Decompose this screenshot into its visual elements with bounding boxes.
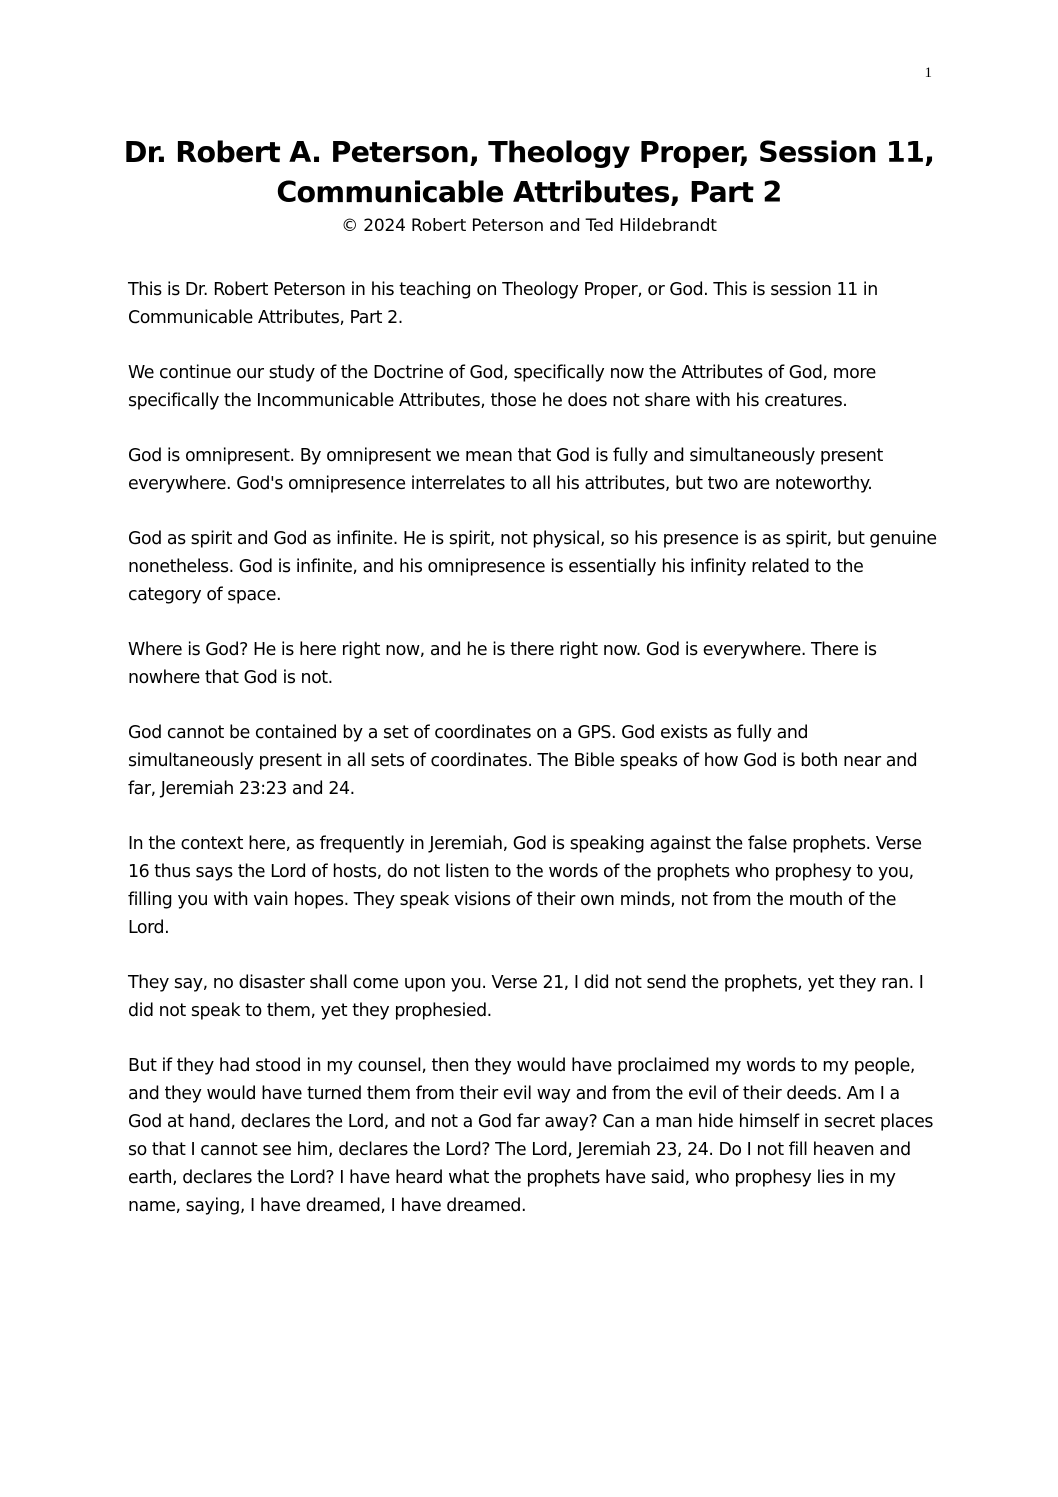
document-title: Dr. Robert A. Peterson, Theology Proper, Session 11, Communicable Attributes, Part 2: [123, 136, 935, 209]
copyright-line: © 2024 Robert Peterson and Ted Hildebrandt: [341, 216, 717, 236]
paragraph: God cannot be contained by a set of coordinates on a GPS. God exists as fully and simultaneously present in all sets of coordinates. The Bible speaks of how God is both near and far, Jeremiah 23:23 and 24.: [128, 723, 918, 799]
body-text: [128, 276, 938, 1247]
paragraph: God is omnipresent. By omnipresent we mean that God is fully and simultaneously present everywhere. God's omnipresence interrelates to all his attributes, but two are noteworthy.: [128, 446, 883, 494]
paragraph: We continue our study of the Doctrine of God, specifically now the Attributes of God, more specifically the Incommunicable Attributes, those he does not share with his creatures.: [128, 363, 876, 411]
paragraph: In the context here, as frequently in Jeremiah, God is speaking against the false prophets. Verse 16 thus says the Lord of hosts, do not listen to the words of the prophets who prophesy to you, filling you with vain hopes. They speak visions of their own minds, not from the mouth of the Lord.: [128, 834, 922, 938]
paragraph: This is Dr. Robert Peterson in his teaching on Theology Proper, or God. This is session 11 in Communicable Attributes, Part 2.: [128, 280, 878, 328]
title-block: [120, 133, 938, 237]
paragraph: Where is God? He is here right now, and he is there right now. God is everywhere. There is nowhere that God is not.: [128, 640, 877, 688]
paragraph: But if they had stood in my counsel, then they would have proclaimed my words to my people, and they would have turned them from their evil way and from the evil of their deeds. Am I a God at hand, declares the Lord, and not a God far away? Can a man hide himself in secret places so that I cannot see him, declares the Lord? The Lord, Jeremiah 23, 24. Do I not fill heaven and earth, declares the Lord? I have heard what the prophets have said, who prophesy lies in my name, saying, I have dreamed, I have dreamed.: [128, 1056, 933, 1216]
page-number: 1: [924, 65, 932, 81]
paragraph: They say, no disaster shall come upon you. Verse 21, I did not send the prophets, yet they ran. I did not speak to them, yet they prophesied.: [128, 973, 924, 1021]
paragraph: God as spirit and God as infinite. He is spirit, not physical, so his presence is as spirit, but genuine nonetheless. God is infinite, and his omnipresence is essentially his infinity related to the category of space.: [128, 529, 937, 605]
